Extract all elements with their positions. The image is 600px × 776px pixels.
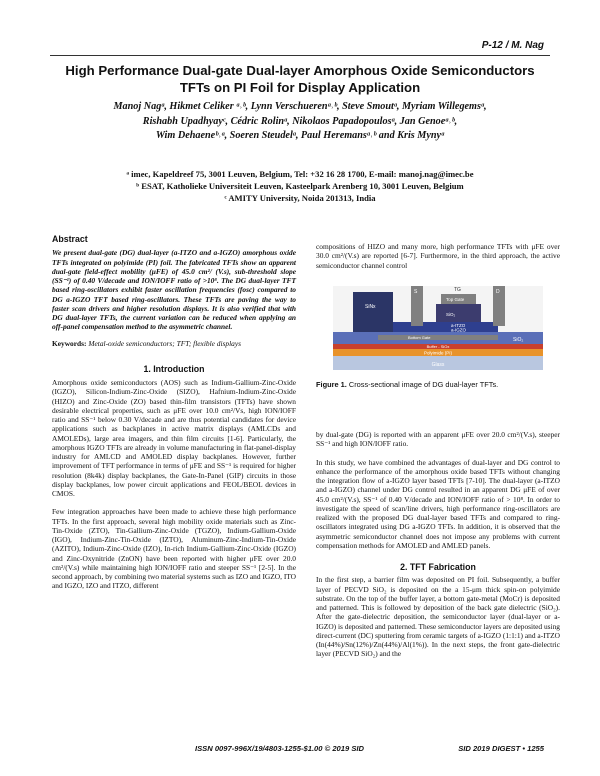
figure-caption-label: Figure 1. xyxy=(316,380,347,389)
tft-cross-section-figure xyxy=(333,286,543,370)
fabrication-paragraph: In the first step, a barrier film was deposited on PI foil. Subsequently, a buffer layer of PECVD SiO₂ is deposited on the a 15-μm thick spin-on polyimide substrate. On the top of the buffer layer, a bottom gate-metal (MoCr) is deposited and patterned. This is followed by deposition of the back gate dielectric (SiO₂). After the gate-dielectric deposition, the semiconductor layer (dual-layer or a-IGZO) is deposited and patterned. These semiconductor layers are deposited using direct-current (DC) sputtering from ceramic targets of a-IGZO (1:1:1) and a-ITZO (In(44%)/Sn(12%)/Zn(44%)/Al(1%)). In the next steps, the front gate-dielectric layer (PECVD SiO₂) and the xyxy=(316,575,560,659)
left-column xyxy=(52,235,296,591)
authors-line-3: Wim Dehaeneᵇ˒ᵃ, Soeren Steudelᵃ, Paul Heremansᵃ˒ᵇ and Kris Mynyᵃ xyxy=(155,130,445,141)
intro-paragraph-2-continued: compositions of HIZO and many more, high performance TFTs with μFE over 30.0 cm²/(V.s) are reported [6-7]. Furthermore, in the third approach, the active semiconductor channel control xyxy=(316,242,560,270)
top-gate-terminal-label: TG xyxy=(454,287,461,293)
intro-paragraph-3-continued: by dual-gate (DG) is reported with an apparent μFE over 20.0 cm²/(V.s), steeper SS⁻¹ and high ION/IOFF ratio. xyxy=(316,430,560,449)
keywords xyxy=(52,339,296,348)
authors-line-1: Manoj Nagᵃ, Hikmet Celiker ᵃ˒ᵇ, Lynn Verschuerenᵃ˒ᵇ, Steve Smoutᵃ, Myriam Willegemsᵃ, xyxy=(113,101,487,112)
abstract-heading: Abstract xyxy=(52,234,88,244)
drain-label: D xyxy=(496,289,500,295)
itzo-label: a-ITZO xyxy=(451,323,466,328)
sinx-label: SiNx xyxy=(365,304,376,310)
top-gate-label: Top Gate xyxy=(446,297,465,302)
intro-paragraph-2: Few integration approaches have been made to achieve these high performance TFTs. In the first approach, several high mobility oxide materials such as Zinc-Tin-Oxide (ZTO), Tin-Gallium-Zinc-Oxide (TGZO), Indium-Gallium-Oxide (IGO), Indium-Zinc-Tin-Oxide (IZTO), Aluminum-Zinc-Indium-Tin-Oxide (AZITO), Indium-Zinc-Oxide (IZO), In-rich Indium-Gallium-Zinc-Oxide (IGZO) and Zinc-Oxynitride (ZnON) have been reported with higher μFE over 20.0 cm²/(V.s) while maintaining high ION/IOFF ratio and steeper SS⁻¹ [2-5]. In the second approach, by combining two material systems such as IZO and IGZO, ITO and IGZO, IZO and ITZO, different xyxy=(52,507,296,591)
footer-issn: ISSN 0097-996X/19/4803-1255-$1.00 © 2019 SID xyxy=(195,744,364,753)
bottom-gate-label: Bottom Gate xyxy=(408,335,431,340)
semiconductor-channel xyxy=(393,322,498,332)
title-line-2: TFTs on PI Foil for Display Application xyxy=(179,80,421,95)
sio2-top-label: SiO₂ xyxy=(446,312,456,317)
figure-caption-text: Cross-sectional image of DG dual-layer TFTs. xyxy=(346,380,499,389)
paper-title xyxy=(40,62,560,96)
sinx-passivation xyxy=(353,292,393,332)
abstract-text: We present dual-gate (DG) dual-layer (a-ITZO and a-IGZO) amorphous oxide TFTs integrated on polyimide (PI) foil. The fabricated TFTs show an apparent dual-gate field-effect mobility (μFE) of 45.0 cm²/ (V.s), sub-threshold slope (SS⁻¹) of 0.40 V/decade and ION/IOFF ratio of >10⁸. The DG dual-layer TFT based ring-oscillators exhibit faster oscillation frequencies (fosc) compared to DG a-IGZO TFT based ring-oscillators. These TFTs are paving the way to faster scan drivers and higher resolution displays. It is also verified that with DG dual-layer TFTs, the current variation can be reduced when applying an off-panel compensation method to the asymmetric channel. xyxy=(52,248,296,332)
glass-label: Glass xyxy=(431,362,445,368)
keywords-label: Keywords: xyxy=(52,338,87,348)
figure-caption xyxy=(316,380,560,389)
affiliation-a: ᵃ imec, Kapeldreef 75, 3001 Leuven, Belgium, Tel: +32 16 28 1700, E-mail: manoj.nag@imec.be xyxy=(126,169,474,179)
authors-line-2: Rishabh Upadhyayᶜ, Cédric Rolinᵃ, Nikolaos Papadopoulosᵃ, Jan Genoeᵃ˒ᵇ, xyxy=(142,115,458,127)
intro-heading: 1. Introduction xyxy=(143,363,205,374)
sio2-right-label: SiO₂ xyxy=(513,337,524,343)
footer-digest: SID 2019 DIGEST • 1255 xyxy=(458,744,544,753)
fabrication-heading: 2. TFT Fabrication xyxy=(400,562,476,572)
affiliations xyxy=(40,168,560,204)
keywords-text: Metal-oxide semiconductors; TFT; flexible displays xyxy=(88,338,241,348)
bottom-gate-metal xyxy=(378,335,498,340)
intro-paragraph-4: In this study, we have combined the advantages of dual-layer and DG control to enhance the performance of the amorphous oxide based TFTs without changing the integration flow of a-IGZO layer based TFTs [7-10]. The dual-layer (a-ITZO and a-IGZO) channel under DG control resulted in an apparent DG μFE of over 45.0 cm²/(V.s), SS⁻¹ of 0.40 V/decade and ION/IOFF ratio of > 10⁸. In order to investigate the speed of scan/line drivers, high performance ring-oscillators are realized with the proposed DG dual-layer based TFTs and compared to ring-oscillators integrated using DG a-IGZO TFTs. In addition, it is observed that the asymmetric semiconductor channel does not impose any problems with current compensation methods for AMOLED and AMLED panels. xyxy=(316,457,560,550)
author-list xyxy=(40,100,560,144)
igzo-label: a-IGZO xyxy=(451,327,467,333)
source-label: S xyxy=(414,289,418,295)
right-column-top xyxy=(316,242,560,270)
header-rule xyxy=(50,55,550,56)
intro-paragraph-1: Amorphous oxide semiconductors (AOS) such as Indium-Gallium-Zinc-Oxide (IGZO), Silicon-Indium-Zinc-Oxide (SIZO), Hafnium-Indium-Zinc-Oxide (HIZO) and Zinc-Oxide (ZO) based thin-film transistors (TFTs) have shown desirable electrical properties, such as μFE over 10.0 cm²/Vs, high ION/IOFF ratio and SS⁻¹ below 0.30 V/decade and are thus potential candidates for device applications such as backplanes in active matrix displays (AMLCDs and AMOLEDs), large area imagers, and thin film circuits [1-6]. Particularly, the amorphous IGZO TFTs are already in volume manufacturing in flat-panel-display industry for AMLCD and AMOLED display backplanes. However, further improvement of TFT performance in terms of μFE and SS⁻¹ is required for higher resolution (8k4k) display backplanes, the Gate-In-Panel (GIP) circuits in those display backplanes, low power circuit applications and FEOL/BEOL devices in CMOS. xyxy=(52,378,296,498)
affiliation-b: ᵇ ESAT, Katholieke Universiteit Leuven, Kasteelpark Arenberg 10, 3001 Leuven, Belgium xyxy=(136,181,464,191)
affiliation-c: ᶜ AMITY University, Noida 201313, India xyxy=(224,193,376,203)
top-gate-dielectric xyxy=(436,304,481,322)
polyimide-label: Polyimide (PI) xyxy=(423,350,453,356)
buffer-label: Buffer - SiOx xyxy=(426,344,450,349)
page-header-id: P-12 / M. Nag xyxy=(481,40,544,51)
title-line-1: High Performance Dual-gate Dual-layer Amorphous Oxide Semiconductors xyxy=(65,63,535,78)
right-column-bottom xyxy=(316,430,560,659)
